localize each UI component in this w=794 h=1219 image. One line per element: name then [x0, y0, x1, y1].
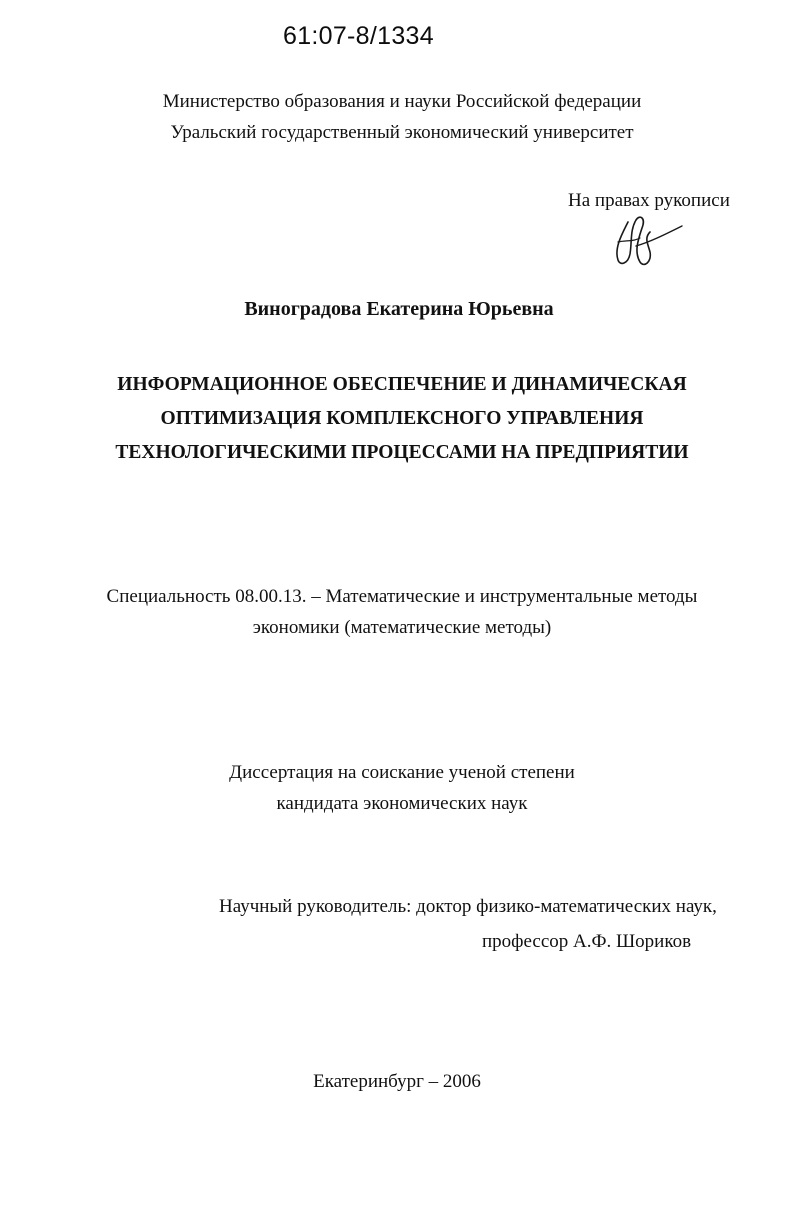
specialty-line-2: экономики (математические методы) — [252, 617, 552, 638]
specialty-block — [0, 581, 794, 643]
city-year: Екатеринбург – 2006 — [313, 1071, 481, 1092]
degree-line-2: кандидата экономических наук — [276, 793, 528, 814]
rights-note: На правах рукописи — [568, 190, 730, 211]
university-name: Уральский государственный экономический университет — [170, 122, 634, 143]
title-line-1: ИНФОРМАЦИОННОЕ ОБЕСПЕЧЕНИЕ И ДИНАМИЧЕСКАЯ — [117, 374, 687, 395]
archive-stamp: 61:07-8/1334 — [283, 22, 434, 50]
organization-header — [0, 86, 794, 148]
title-line-2: ОПТИМИЗАЦИЯ КОМПЛЕКСНОГО УПРАВЛЕНИЯ — [160, 408, 644, 429]
signature-icon — [606, 212, 686, 272]
degree-line-1: Диссертация на соискание ученой степени — [229, 762, 575, 783]
title-line-3: ТЕХНОЛОГИЧЕСКИМИ ПРОЦЕССАМИ НА ПРЕДПРИЯТИИ — [115, 442, 689, 463]
degree-block — [0, 757, 794, 819]
author-name: Виноградова Екатерина Юрьевна — [244, 298, 554, 320]
dissertation-title — [0, 368, 794, 470]
supervisor-line-1: Научный руководитель: доктор физико-математических наук, — [219, 896, 717, 917]
ministry-name: Министерство образования и науки Российской федерации — [162, 91, 642, 112]
supervisor-line-2: профессор А.Ф. Шориков — [482, 931, 692, 952]
specialty-line-1: Специальность 08.00.13. – Математические и инструментальные методы — [106, 586, 698, 607]
